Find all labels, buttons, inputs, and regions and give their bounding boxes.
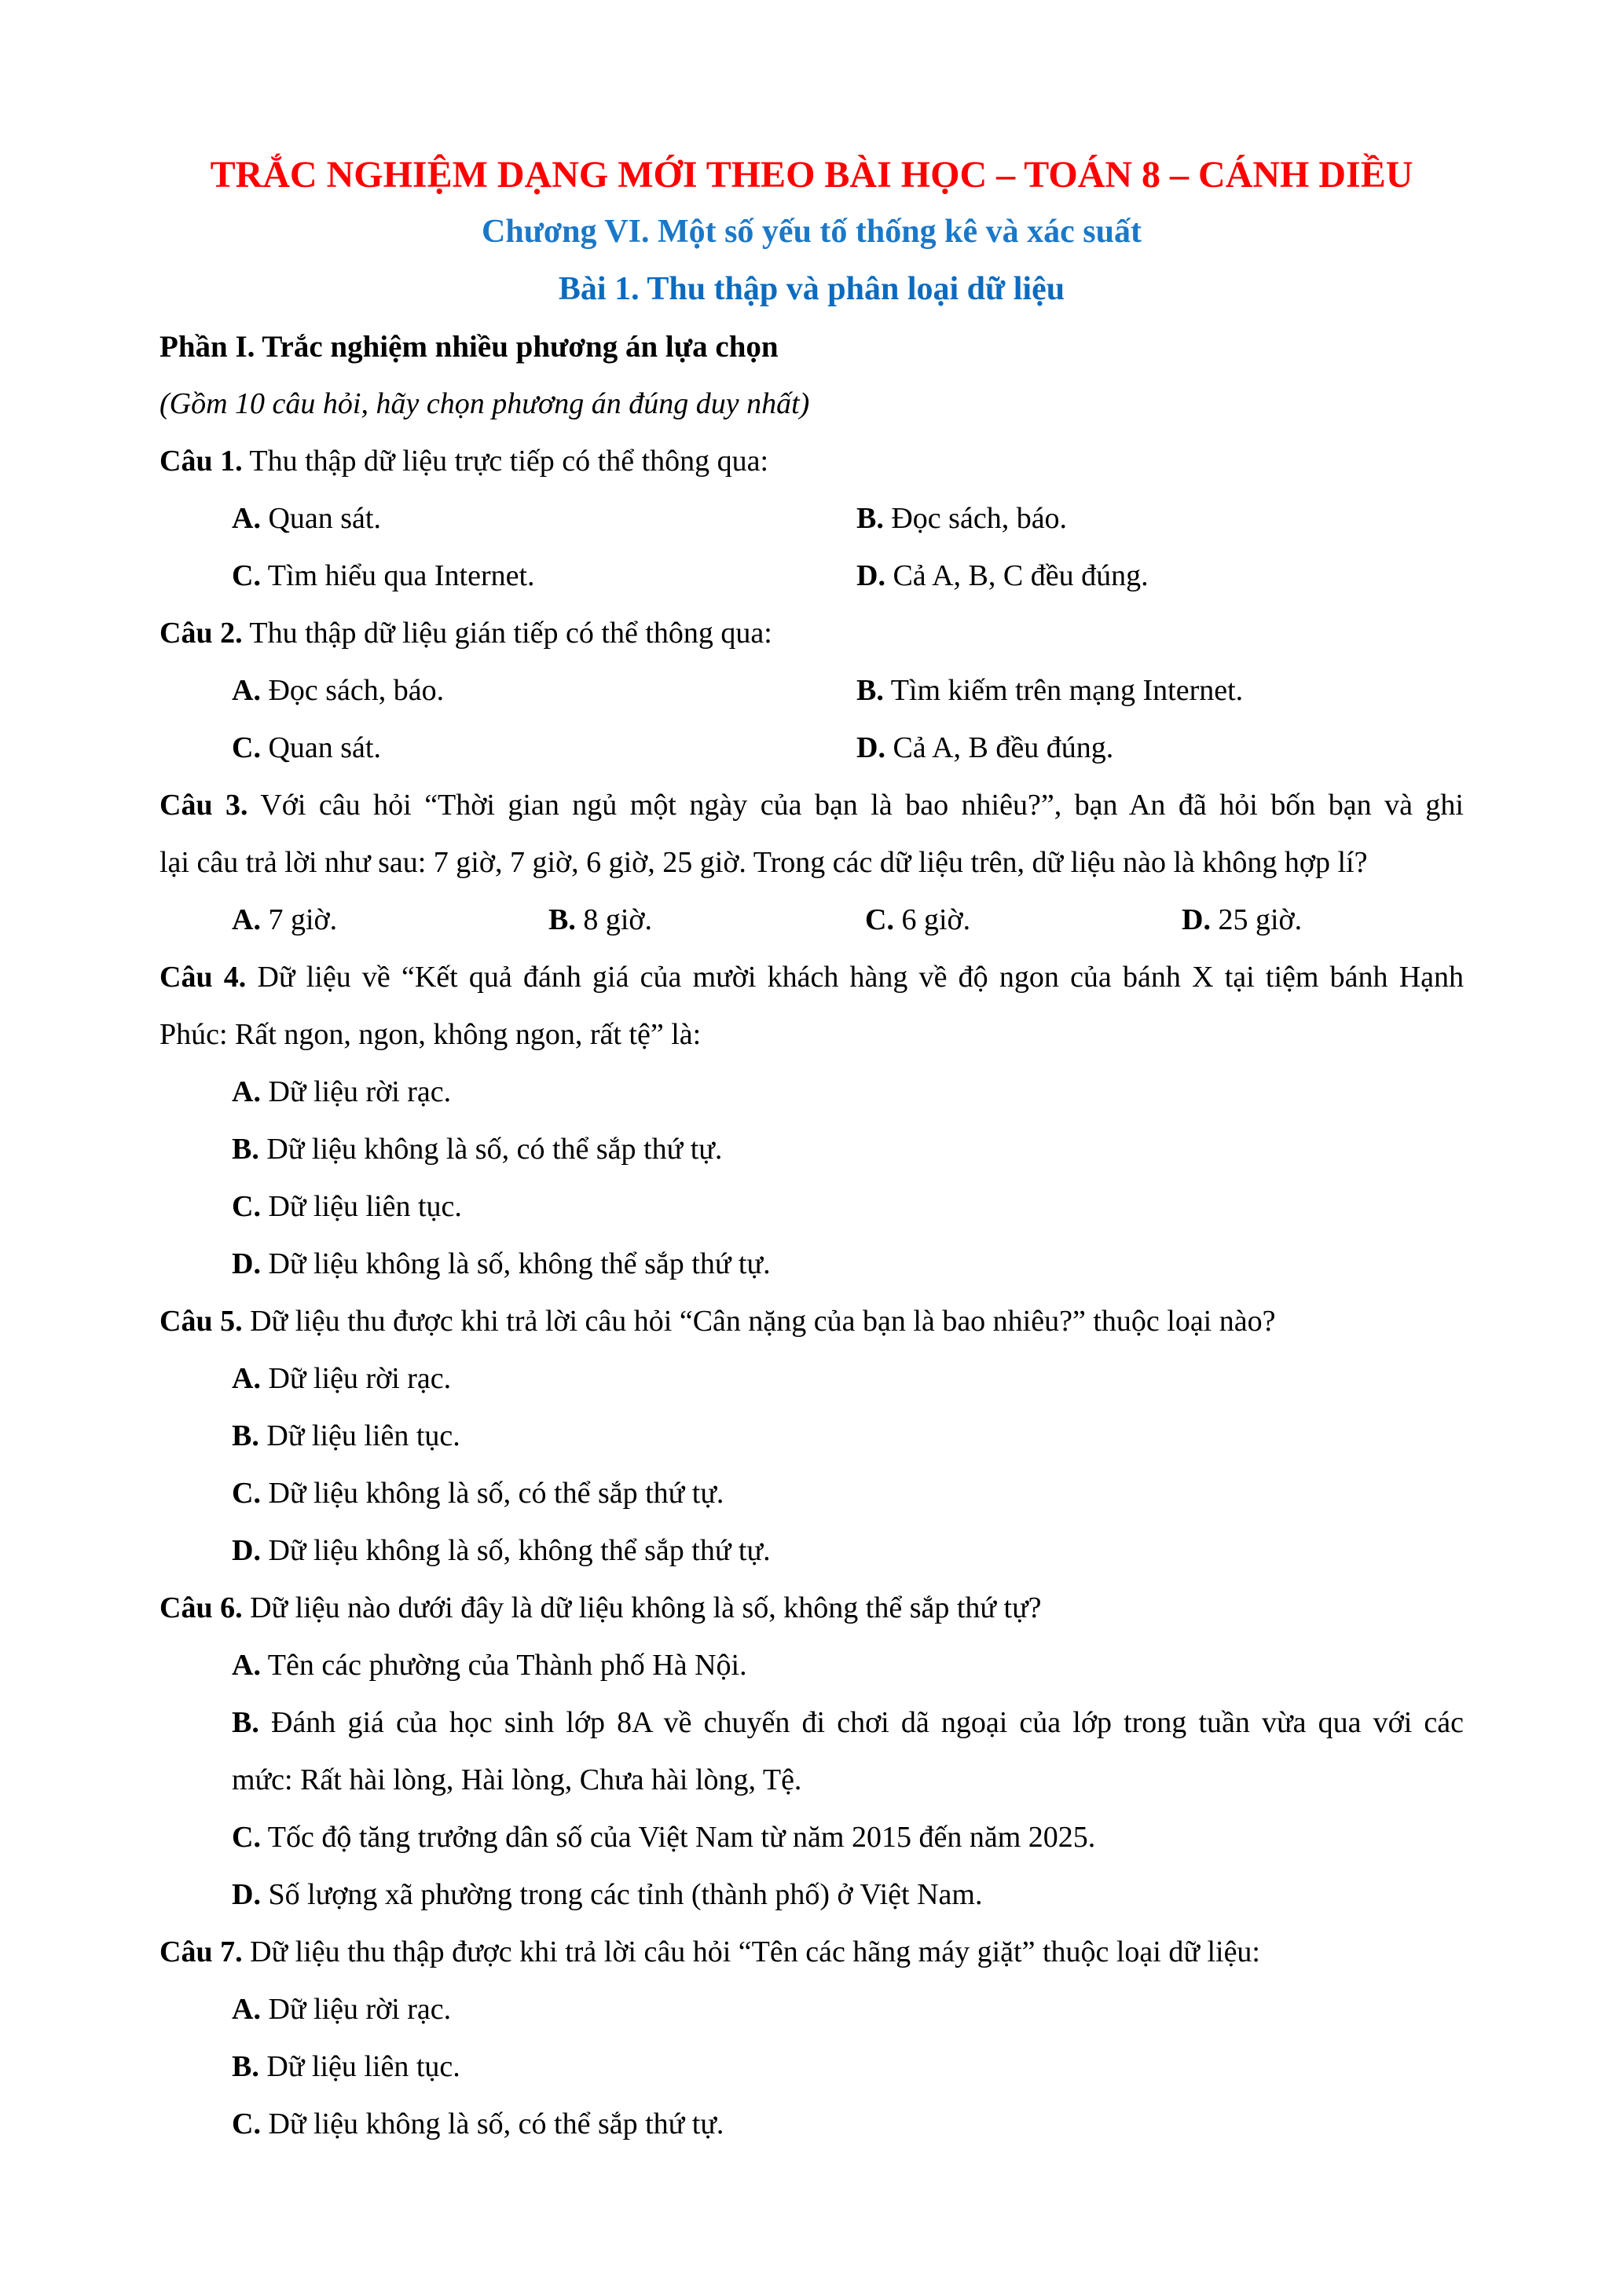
option-1b-text: Đọc sách, báo.: [891, 502, 1068, 535]
option-7a-label: A.: [232, 1993, 261, 2026]
option-3c: [865, 892, 1182, 949]
option-2b-text: Tìm kiếm trên mạng Internet.: [890, 674, 1244, 707]
option-7a-text: Dữ liệu rời rạc.: [268, 1993, 452, 2026]
option-7c-label: C.: [232, 2107, 261, 2140]
option-2b-label: B.: [856, 674, 884, 707]
option-6b-line1: Đánh giá của học sinh lớp 8A về chuyến đi chơi dã ngoại của lớp trong tuần vừa qua với các: [271, 1706, 1464, 1739]
question-4: [159, 949, 1464, 1006]
question-2-options-row-1: [159, 662, 1464, 720]
option-6a-label: A.: [232, 1649, 261, 1682]
option-3d: [1182, 903, 1302, 936]
option-1a-text: Quan sát.: [268, 502, 381, 535]
option-6a: [159, 1637, 1464, 1694]
option-1a-label: A.: [232, 502, 261, 535]
option-1c-label: C.: [232, 559, 261, 592]
question-1-options-row-1: [159, 490, 1464, 547]
option-3b: [548, 892, 865, 949]
option-6c-label: C.: [232, 1821, 261, 1854]
option-7b: [159, 2038, 1464, 2096]
question-7-label: Câu 7.: [159, 1935, 243, 1968]
question-1-options-row-2: [159, 547, 1464, 605]
lesson-heading: Bài 1. Thu thập và phân loại dữ liệu: [558, 271, 1065, 307]
option-3a-text: 7 giờ.: [268, 903, 338, 936]
option-4c-label: C.: [232, 1190, 261, 1223]
option-1d: [856, 559, 1149, 592]
option-1b: [856, 502, 1067, 535]
option-6b: [159, 1694, 1464, 1752]
question-2-options-row-2: [159, 720, 1464, 777]
option-4b: [159, 1121, 1464, 1178]
part-heading: Phần I. Trắc nghiệm nhiều phương án lựa chọn: [159, 330, 779, 364]
option-5d-label: D.: [232, 1534, 261, 1567]
option-1d-label: D.: [856, 559, 885, 592]
option-5c-label: C.: [232, 1477, 261, 1510]
chapter-heading: Chương VI. Một số yếu tố thống kê và xác suất: [482, 214, 1142, 250]
option-2c: [232, 720, 856, 777]
question-5-label: Câu 5.: [159, 1305, 243, 1338]
question-3-label: Câu 3.: [159, 789, 248, 822]
option-6d: [159, 1866, 1464, 1924]
option-1b-label: B.: [856, 502, 884, 535]
question-7: [159, 1924, 1464, 1981]
part-note: (Gồm 10 câu hỏi, hãy chọn phương án đúng duy nhất): [159, 387, 810, 420]
question-3-line2: lại câu trả lời như sau: 7 giờ, 7 giờ, 6 giờ, 25 giờ. Trong các dữ liệu trên, dữ liệu nào là không hợp lí?: [159, 846, 1368, 879]
question-4-label: Câu 4.: [159, 961, 247, 994]
question-5-text: Dữ liệu thu được khi trả lời câu hỏi “Cân nặng của bạn là bao nhiêu?” thuộc loại nào?: [250, 1305, 1276, 1338]
option-4b-label: B.: [232, 1133, 259, 1166]
question-7-text: Dữ liệu thu thập được khi trả lời câu hỏi “Tên các hãng máy giặt” thuộc loại dữ liệu:: [250, 1935, 1260, 1968]
option-2d: [856, 731, 1113, 764]
question-6: [159, 1580, 1464, 1637]
option-5a: [159, 1350, 1464, 1408]
question-1-label: Câu 1.: [159, 445, 243, 478]
option-4c-text: Dữ liệu liên tục.: [268, 1190, 462, 1223]
question-2: [159, 605, 1464, 662]
question-4-line1: Dữ liệu về “Kết quả đánh giá của mười khách hàng về độ ngon của bánh X tại tiệm bánh Hạnh: [257, 961, 1464, 994]
option-4d-text: Dữ liệu không là số, không thể sắp thứ tự.: [268, 1247, 771, 1280]
option-2d-label: D.: [856, 731, 885, 764]
question-1: [159, 433, 1464, 490]
option-4b-text: Dữ liệu không là số, có thể sắp thứ tự.: [266, 1133, 723, 1166]
option-3a: [232, 892, 548, 949]
option-7a: [159, 1981, 1464, 2038]
question-5: [159, 1293, 1464, 1350]
option-5c: [159, 1465, 1464, 1522]
question-6-label: Câu 6.: [159, 1591, 243, 1624]
option-1c: [232, 547, 856, 605]
option-6c-text: Tốc độ tăng trưởng dân số của Việt Nam từ năm 2015 đến năm 2025.: [267, 1821, 1096, 1854]
option-7c-text: Dữ liệu không là số, có thể sắp thứ tự.: [268, 2107, 724, 2140]
question-4-line2: Phúc: Rất ngon, ngon, không ngon, rất tệ” là:: [159, 1018, 702, 1051]
option-2b: [856, 674, 1243, 707]
option-3a-label: A.: [232, 903, 261, 936]
option-5d: [159, 1522, 1464, 1580]
option-2a-text: Đọc sách, báo.: [268, 674, 445, 707]
option-2c-label: C.: [232, 731, 261, 764]
question-6-text: Dữ liệu nào dưới đây là dữ liệu không là số, không thể sắp thứ tự?: [250, 1591, 1042, 1624]
question-1-text: Thu thập dữ liệu trực tiếp có thể thông qua:: [249, 445, 769, 478]
option-2d-text: Cả A, B đều đúng.: [893, 731, 1114, 764]
question-2-text: Thu thập dữ liệu gián tiếp có thể thông qua:: [249, 617, 772, 650]
document-title: TRẮC NGHIỆM DẠNG MỚI THEO BÀI HỌC – TOÁN 8 – CÁNH DIỀU: [210, 154, 1413, 196]
option-5a-text: Dữ liệu rời rạc.: [268, 1362, 452, 1395]
option-7b-label: B.: [232, 2050, 259, 2083]
option-6b-line2: mức: Rất hài lòng, Hài lòng, Chưa hài lòng, Tệ.: [232, 1763, 802, 1796]
option-6a-text: Tên các phường của Thành phố Hà Nội.: [267, 1649, 747, 1682]
option-3c-label: C.: [865, 903, 894, 936]
option-4d: [159, 1236, 1464, 1293]
question-3-options-row: [159, 892, 1464, 949]
question-3: [159, 777, 1464, 834]
option-2a-label: A.: [232, 674, 261, 707]
option-2c-text: Quan sát.: [268, 731, 381, 764]
option-6d-label: D.: [232, 1878, 261, 1911]
option-4a-label: A.: [232, 1075, 261, 1108]
option-1a: [232, 490, 856, 547]
option-6c: [159, 1809, 1464, 1866]
option-4a-text: Dữ liệu rời rạc.: [268, 1075, 452, 1108]
option-4c: [159, 1178, 1464, 1236]
option-5b: [159, 1408, 1464, 1465]
option-5b-text: Dữ liệu liên tục.: [266, 1419, 460, 1452]
option-5b-label: B.: [232, 1419, 259, 1452]
option-3d-label: D.: [1182, 903, 1211, 936]
option-3b-label: B.: [548, 903, 576, 936]
option-3d-text: 25 giờ.: [1218, 903, 1303, 936]
option-4a: [159, 1064, 1464, 1121]
option-6d-text: Số lượng xã phường trong các tỉnh (thành phố) ở Việt Nam.: [268, 1878, 983, 1911]
option-6b-label: B.: [232, 1706, 259, 1739]
option-5d-text: Dữ liệu không là số, không thể sắp thứ tự.: [268, 1534, 771, 1567]
option-1c-text: Tìm hiểu qua Internet.: [267, 559, 535, 592]
question-2-label: Câu 2.: [159, 617, 243, 650]
option-7c: [159, 2096, 1464, 2153]
option-5a-label: A.: [232, 1362, 261, 1395]
option-7b-text: Dữ liệu liên tục.: [266, 2050, 460, 2083]
option-2a: [232, 662, 856, 720]
option-5c-text: Dữ liệu không là số, có thể sắp thứ tự.: [268, 1477, 724, 1510]
option-3c-text: 6 giờ.: [901, 903, 971, 936]
option-1d-text: Cả A, B, C đều đúng.: [893, 559, 1149, 592]
option-3b-text: 8 giờ.: [583, 903, 653, 936]
question-3-line1: Với câu hỏi “Thời gian ngủ một ngày của bạn là bao nhiêu?”, bạn An đã hỏi bốn bạn và ghi: [260, 789, 1464, 822]
option-4d-label: D.: [232, 1247, 261, 1280]
